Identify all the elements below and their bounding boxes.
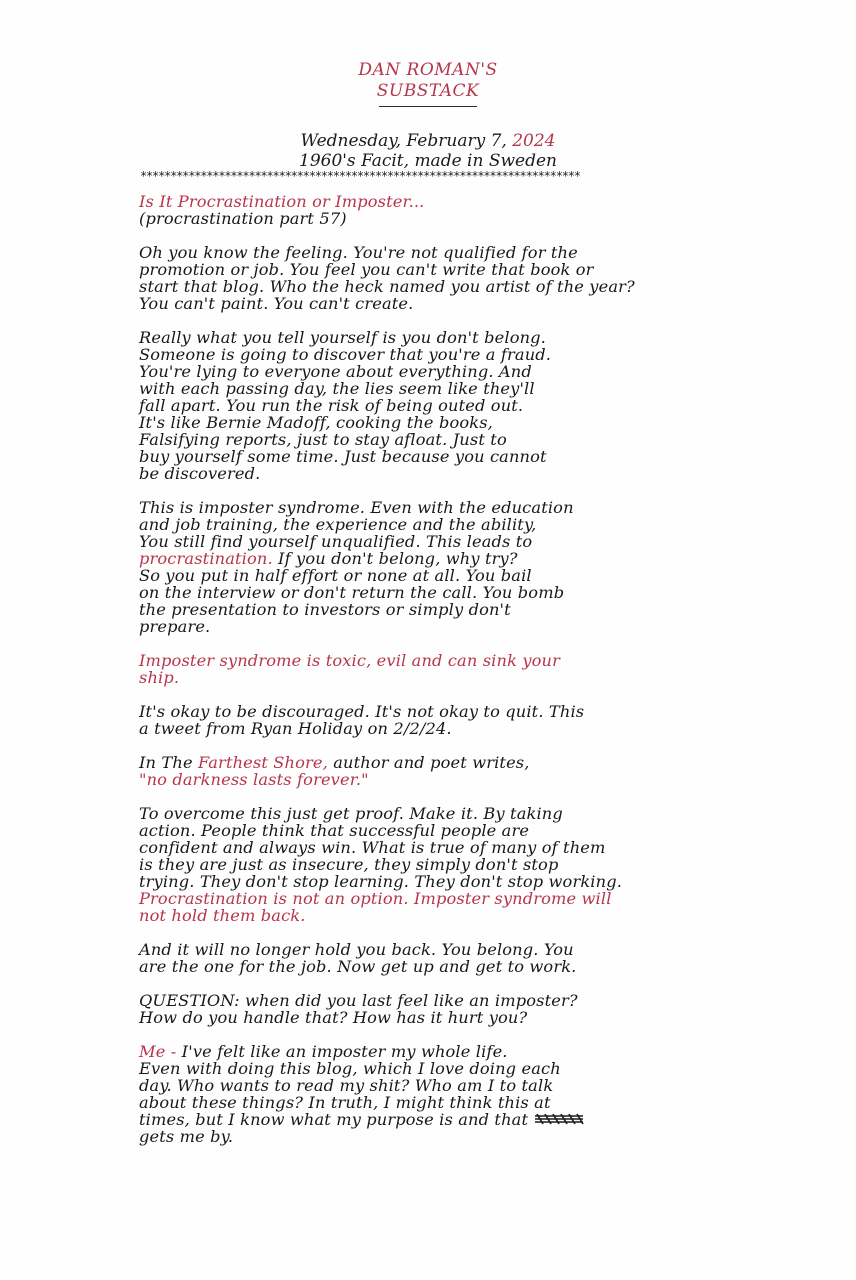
- paragraph-8: [139, 941, 719, 975]
- masthead: [0, 60, 856, 107]
- highlight-procrastination: procrastination.: [139, 549, 273, 568]
- text-line: ship.: [139, 668, 180, 687]
- text-line: And it will no longer hold you back. You belong. You: [139, 940, 574, 959]
- text-line: Falsifying reports, just to stay afloat. Just to: [139, 430, 507, 449]
- book-title: Farthest Shore,: [197, 753, 328, 772]
- text-line: Oh you know the feeling. You're not qualified for the: [139, 243, 578, 262]
- text-line: be discovered.: [139, 464, 261, 483]
- text-line: action. People think that successful people are: [139, 821, 530, 840]
- text-line: Someone is going to discover that you're a fraud.: [139, 345, 552, 364]
- text-fragment: In The: [139, 753, 198, 772]
- text-line: with each passing day, the lies seem like they'll: [139, 379, 535, 398]
- text-line: gets me by.: [139, 1127, 234, 1146]
- text-line: confident and always win. What is true of many of them: [139, 838, 606, 857]
- text-line: You can't paint. You can't create.: [139, 294, 414, 313]
- machine-row: 1960's Facit, made in Sweden: [299, 151, 557, 171]
- paragraph-3: [139, 499, 719, 635]
- text-line: prepare.: [139, 617, 211, 636]
- article-title: Is It Procrastination or Imposter...: [139, 192, 425, 211]
- date-text: Wednesday, February 7,: [300, 131, 507, 151]
- paragraph-question: [139, 992, 719, 1026]
- paragraph-2: [139, 329, 719, 482]
- text-line: promotion or job. You feel you can't write that book or: [139, 260, 594, 279]
- text-line: How do you handle that? How has it hurt you?: [139, 1008, 528, 1027]
- text-line: Really what you tell yourself is you don't belong.: [139, 328, 546, 347]
- text-line: is they are just as insecure, they simply don't stop: [139, 855, 559, 874]
- answer-label: Me -: [139, 1042, 182, 1061]
- text-line: [139, 550, 719, 567]
- quote-line: "no darkness lasts forever.": [139, 770, 369, 789]
- separator-line: *************************************************************************: [140, 170, 580, 182]
- text-line: fall apart. You run the risk of being outed out.: [139, 396, 524, 415]
- text-line: Imposter syndrome is toxic, evil and can sink your: [139, 651, 560, 670]
- masthead-line-1: DAN ROMAN'S: [358, 60, 498, 80]
- date-row: [0, 131, 856, 151]
- text-line: To overcome this just get proof. Make it. By taking: [139, 804, 563, 823]
- text-line: You're lying to everyone about everything. And: [139, 362, 532, 381]
- masthead-rule: [379, 106, 477, 107]
- paragraph-1: [139, 244, 719, 312]
- text-line: [139, 754, 719, 771]
- paragraph-7: [139, 805, 719, 924]
- text-fragment: If you don't belong, why try?: [272, 549, 518, 568]
- text-line: QUESTION: when did you last feel like an imposter?: [139, 991, 578, 1010]
- text-line: It's okay to be discouraged. It's not okay to quit. This: [139, 702, 585, 721]
- article-subtitle: (procrastination part 57): [139, 209, 347, 228]
- paragraph-answer: [139, 1043, 719, 1145]
- text-line: not hold them back.: [139, 906, 306, 925]
- text-line: on the interview or don't return the call. You bomb: [139, 583, 565, 602]
- text-line: Even with doing this blog, which I love doing each: [139, 1059, 561, 1078]
- text-line: It's like Bernie Madoff, cooking the books,: [139, 413, 493, 432]
- text-line: a tweet from Ryan Holiday on 2/2/24.: [139, 719, 452, 738]
- text-line: start that blog. Who the heck named you artist of the year?: [139, 277, 635, 296]
- masthead-line-2: SUBSTACK: [376, 81, 480, 101]
- paragraph-5: [139, 703, 719, 737]
- dateline: [0, 131, 856, 171]
- text-fragment: author and poet writes,: [327, 753, 530, 772]
- paragraph-4-highlight: [139, 652, 719, 686]
- text-fragment: I've felt like an imposter my whole life.: [181, 1042, 508, 1061]
- text-line: are the one for the job. Now get up and get to work.: [139, 957, 577, 976]
- article-body: [139, 193, 719, 1145]
- text-line: trying. They don't stop learning. They don't stop working.: [139, 872, 623, 891]
- date-year: 2024: [512, 131, 556, 151]
- text-fragment: times, but I know what my purpose is and that: [139, 1110, 534, 1129]
- text-line: about these things? In truth, I might think this at: [139, 1093, 551, 1112]
- text-line: the presentation to investors or simply don't: [139, 600, 511, 619]
- text-line: Procrastination is not an option. Imposter syndrome will: [139, 889, 612, 908]
- text-line: day. Who wants to read my shit? Who am I to talk: [139, 1076, 554, 1095]
- text-line: [139, 1111, 719, 1128]
- text-line: You still find yourself unqualified. This leads to: [139, 532, 533, 551]
- text-line: and job training, the experience and the ability,: [139, 515, 537, 534]
- strikeout-scribble-icon: [533, 1111, 585, 1127]
- text-line: [139, 1043, 719, 1060]
- text-line: This is imposter syndrome. Even with the education: [139, 498, 574, 517]
- paragraph-6: [139, 754, 719, 788]
- text-line: So you put in half effort or none at all. You bail: [139, 566, 532, 585]
- text-line: buy yourself some time. Just because you cannot: [139, 447, 547, 466]
